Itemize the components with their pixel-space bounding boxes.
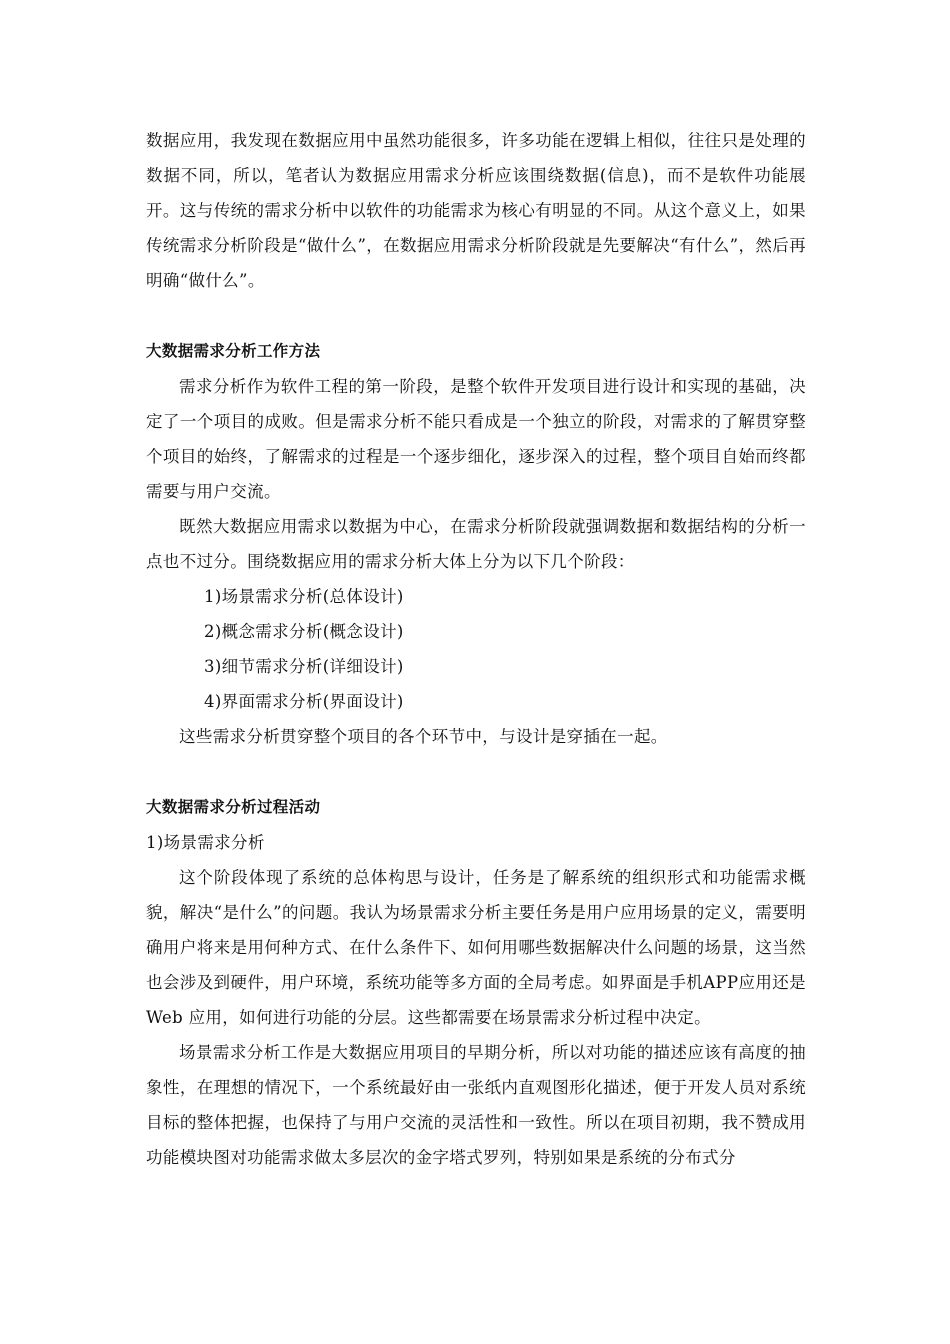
intro-paragraph: 数据应用，我发现在数据应用中虽然功能很多，许多功能在逻辑上相似，往往只是处理的数据不同，所以，笔者认为数据应用需求分析应该围绕数据(信息)，而不是软件功能展开。这与传统的需求分析中以软件的功能需求为核心有明显的不同。从这个意义上，如果传统需求分析阶段是“做什么”，在数据应用需求分析阶段就是先要解决“有什么”，然后再明确“做什么”。 [146, 131, 806, 290]
section-heading-activities: 大数据需求分析过程活动 [146, 798, 321, 816]
list-item: 2)概念需求分析(概念设计) [204, 622, 404, 641]
list-item: 3)细节需求分析(详细设计) [204, 657, 404, 676]
list-item: 1)场景需求分析(总体设计) [204, 587, 404, 606]
methods-paragraph-2: 既然大数据应用需求以数据为中心，在需求分析阶段就强调数据和数据结构的分析一点也不过分。围绕数据应用的需求分析大体上分为以下几个阶段： [146, 517, 806, 571]
activities-subheading: 1)场景需求分析 [146, 833, 265, 852]
document-page [146, 123, 806, 1175]
section-heading-methods: 大数据需求分析工作方法 [146, 342, 321, 360]
methods-paragraph-3: 这些需求分析贯穿整个项目的各个环节中，与设计是穿插在一起。 [179, 727, 668, 746]
methods-paragraph-1: 需求分析作为软件工程的第一阶段，是整个软件开发项目进行设计和实现的基础，决定了一个项目的成败。但是需求分析不能只看成是一个独立的阶段，对需求的了解贯穿整个项目的始终，了解需求的过程是一个逐步细化，逐步深入的过程，整个项目自始而终都需要与用户交流。 [146, 377, 806, 501]
activities-paragraph-2: 场景需求分析工作是大数据应用项目的早期分析，所以对功能的描述应该有高度的抽象性，在理想的情况下，一个系统最好由一张纸内直观图形化描述，便于开发人员对系统目标的整体把握，也保持了与用户交流的灵活性和一致性。所以在项目初期，我不赞成用功能模块图对功能需求做太多层次的金字塔式罗列，特别如果是系统的分布式分 [146, 1043, 806, 1167]
list-item: 4)界面需求分析(界面设计) [204, 692, 404, 711]
activities-paragraph-1: 这个阶段体现了系统的总体构思与设计，任务是了解系统的组织形式和功能需求概貌，解决“是什么”的问题。我认为场景需求分析主要任务是用户应用场景的定义，需要明确用户将来是用何种方式、在什么条件下、如何用哪些数据解决什么问题的场景，这当然也会涉及到硬件，用户环境，系统功能等多方面的全局考虑。如界面是手机APP应用还是Web 应用，如何进行功能的分层。这些都需要在场景需求分析过程中决定。 [146, 868, 806, 1027]
